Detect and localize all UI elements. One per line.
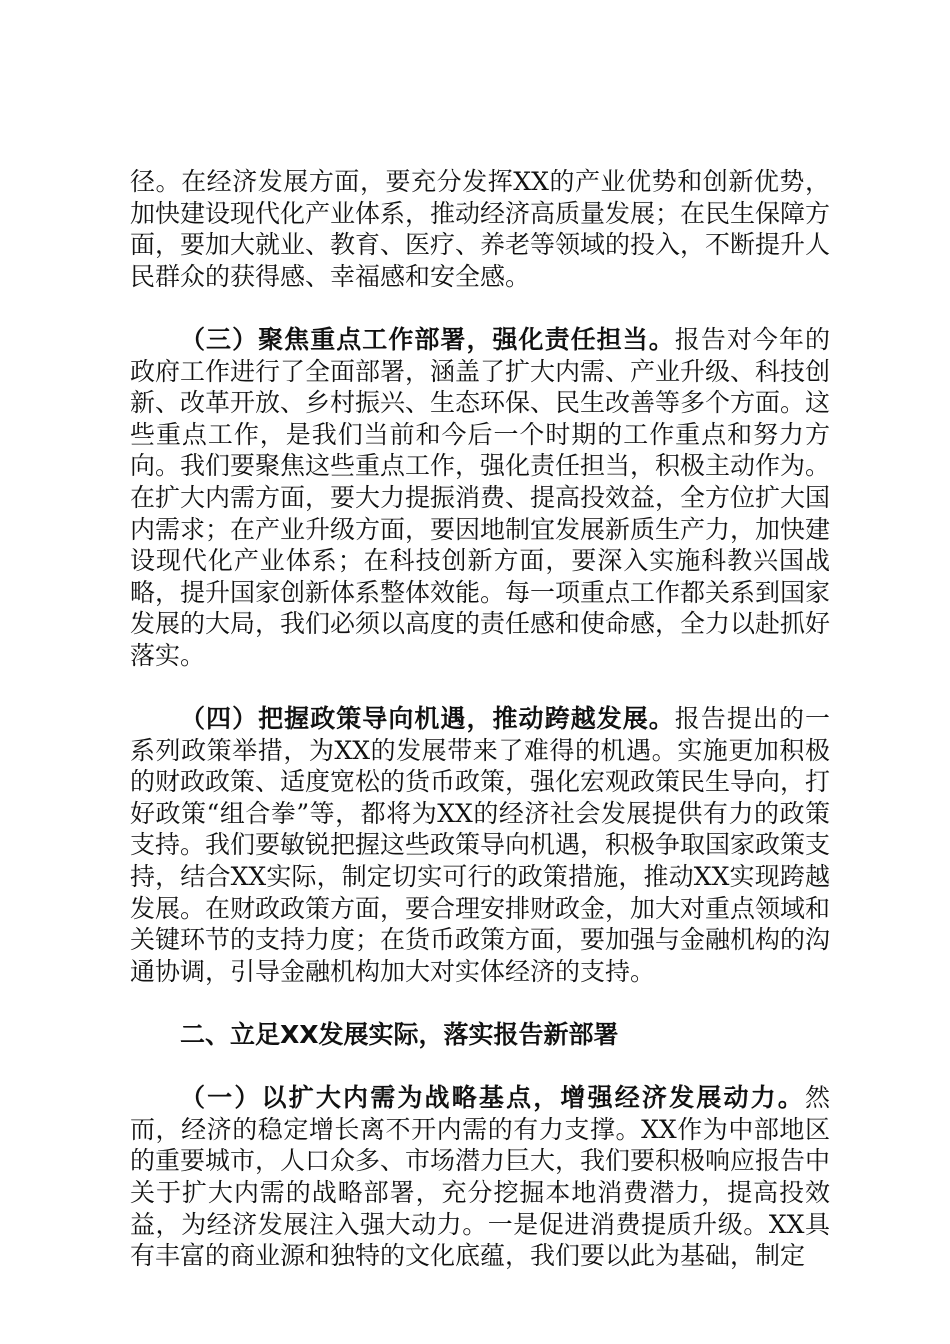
paragraph-body: 报告对今年的政府工作进行了全面部署，涵盖了扩大内需、产业升级、科技创新、改革开放、乡村振兴、生态环保、民生改善等多个方面。这些重点工作，是我们当前和今后一个时期的工作重点和努力方向。我们要聚焦这些重点工作，强化责任担当，积极主动作为。在扩大内需方面，要大力提振消费、提高投效益，全方位扩大国内需求；在产业升级方面，要因地制宜发展新质生产力，加快建设现代化产业体系；在科技创新方面，要深入实施科教兴国战略，提升国家创新体系整体效能。每一项重点工作都关系到国家发展的大局，我们必须以高度的责任感和使命感，全力以赴抓好落实。 bbox=[130, 324, 831, 670]
paragraph-body: 然而，经济的稳定增长离不开内需的有力支撑。XX作为中部地区的重要城市，人口众多、市场潜力巨大，我们要积极响应报告中关于扩大内需的战略部署，充分挖掘本地消费潜力，提高投效益，为经济发展注入强大动力。一是促进消费提质升级。XX具有丰富的商业源和独特的文化底蕴，我们要以此为基础，制定 bbox=[130, 1083, 831, 1271]
document-page bbox=[130, 166, 830, 1272]
paragraph-section-2-1 bbox=[130, 1082, 830, 1272]
paragraph-body: 报告提出的一系列政策举措，为XX的发展带来了难得的机遇。实施更加积极的财政政策、适度宽松的货币政策，强化宏观政策民生导向，打好政策“组合拳”等，都将为XX的经济社会发展提供有力的政策支持。我们要敏锐把握这些政策导向机遇，积极争取国家政策支持，结合XX实际，制定切实可行的政策措施，推动XX实现跨越发展。在财政政策方面，要合理安排财政金，加大对重点领域和关键环节的支持力度；在货币政策方面，要加强与金融机构的沟通协调，引导金融机构加大对实体经济的支持。 bbox=[130, 704, 831, 986]
paragraph-lead-heading: （四）把握政策导向机遇，推动跨越发展。 bbox=[180, 704, 675, 734]
section-heading-2: 二、立足XX发展实际，落实报告新部署 bbox=[180, 1020, 619, 1050]
paragraph-body: 径。在经济发展方面，要充分发挥XX的产业优势和创新优势，加快建设现代化产业体系，推动经济高质量发展；在民生保障方面，要加大就业、教育、医疗、养老等领域的投入，不断提升人民群众的获得感、幸福感和安全感。 bbox=[130, 167, 831, 291]
paragraph-lead-heading: （一）以扩大内需为战略基点，增强经济发展动力。 bbox=[180, 1083, 805, 1113]
paragraph-continuation bbox=[130, 166, 830, 292]
paragraph-section-3 bbox=[130, 324, 830, 672]
paragraph-section-4 bbox=[130, 703, 830, 987]
paragraph-lead-heading: （三）聚焦重点工作部署，强化责任担当。 bbox=[180, 324, 675, 354]
